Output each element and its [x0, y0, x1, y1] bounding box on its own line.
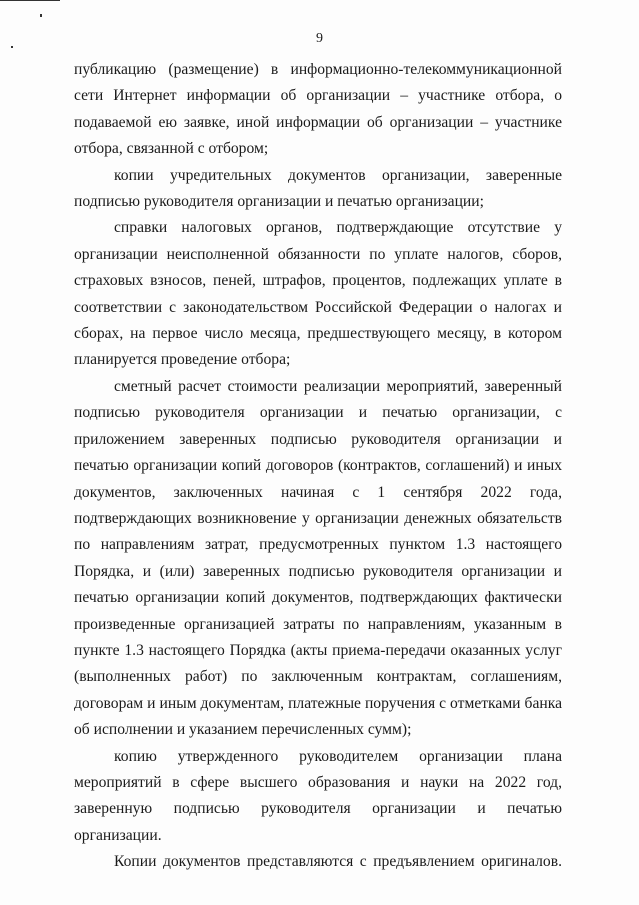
- paragraph-copies-originals: Копии документов представляются с предъявлением оригиналов.: [114, 853, 562, 871]
- page-number: 9: [316, 31, 323, 46]
- paragraph-cost-estimate: сметный расчет стоимости реализации мероприятий, заверенный подписью руководителя организации и печатью организации, с приложением заверенных подписью руководителя организации и печатью организации копий договоров (контрактов, соглашений) и иных документов, заключенных начиная с 1 сентября 2022 года, подтверждающих возникновение у организации денежных обязательств по направлениям затрат, предусмотренных пунктом 1.3 настоящего Порядка, и (или) заверенных подписью руководителя организации и печатью организации копий документов, подтверждающих фактически произведенные организацией затраты по направлениям, указанным в пункте 1.3 настоящего Порядка (акты приема-передачи оказанных услуг (выполненных работ) по заключенным контрактам, соглашениям, договорам и иным документам, платежные поручения с отметками банка об исполнении и указанием перечисленных сумм);: [74, 377, 562, 739]
- paragraph-tax-certificates: справки налоговых органов, подтверждающие отсутствие у организации неисполненной обязанности по уплате налогов, сборов, страховых взносов, пеней, штрафов, процентов, подлежащих уплате в соответствии с законодательством Российской Федерации о налогах и сборах, на первое число месяца, предшествующего месяцу, в котором планируется проведение отбора;: [74, 219, 562, 369]
- paragraph-publication: публикацию (размещение) в информационно-телекоммуникационной сети Интернет информации об организации – участнике отбора, о подаваемой ею заявке, иной информации об организации – участнике отбора, связанной с отбором;: [74, 61, 562, 158]
- paragraph-event-plan: копию утвержденного руководителем организации плана мероприятий в сфере высшего образования и науки на 2022 год, заверенную подписью руководителя организации и печатью организации.: [74, 747, 562, 844]
- scan-mark: [0, 0, 60, 1]
- paragraph-founding-documents: копии учредительных документов организации, заверенные подписью руководителя организации и печатью организации;: [74, 166, 562, 211]
- scan-mark: [40, 14, 42, 17]
- body-text: [74, 57, 562, 876]
